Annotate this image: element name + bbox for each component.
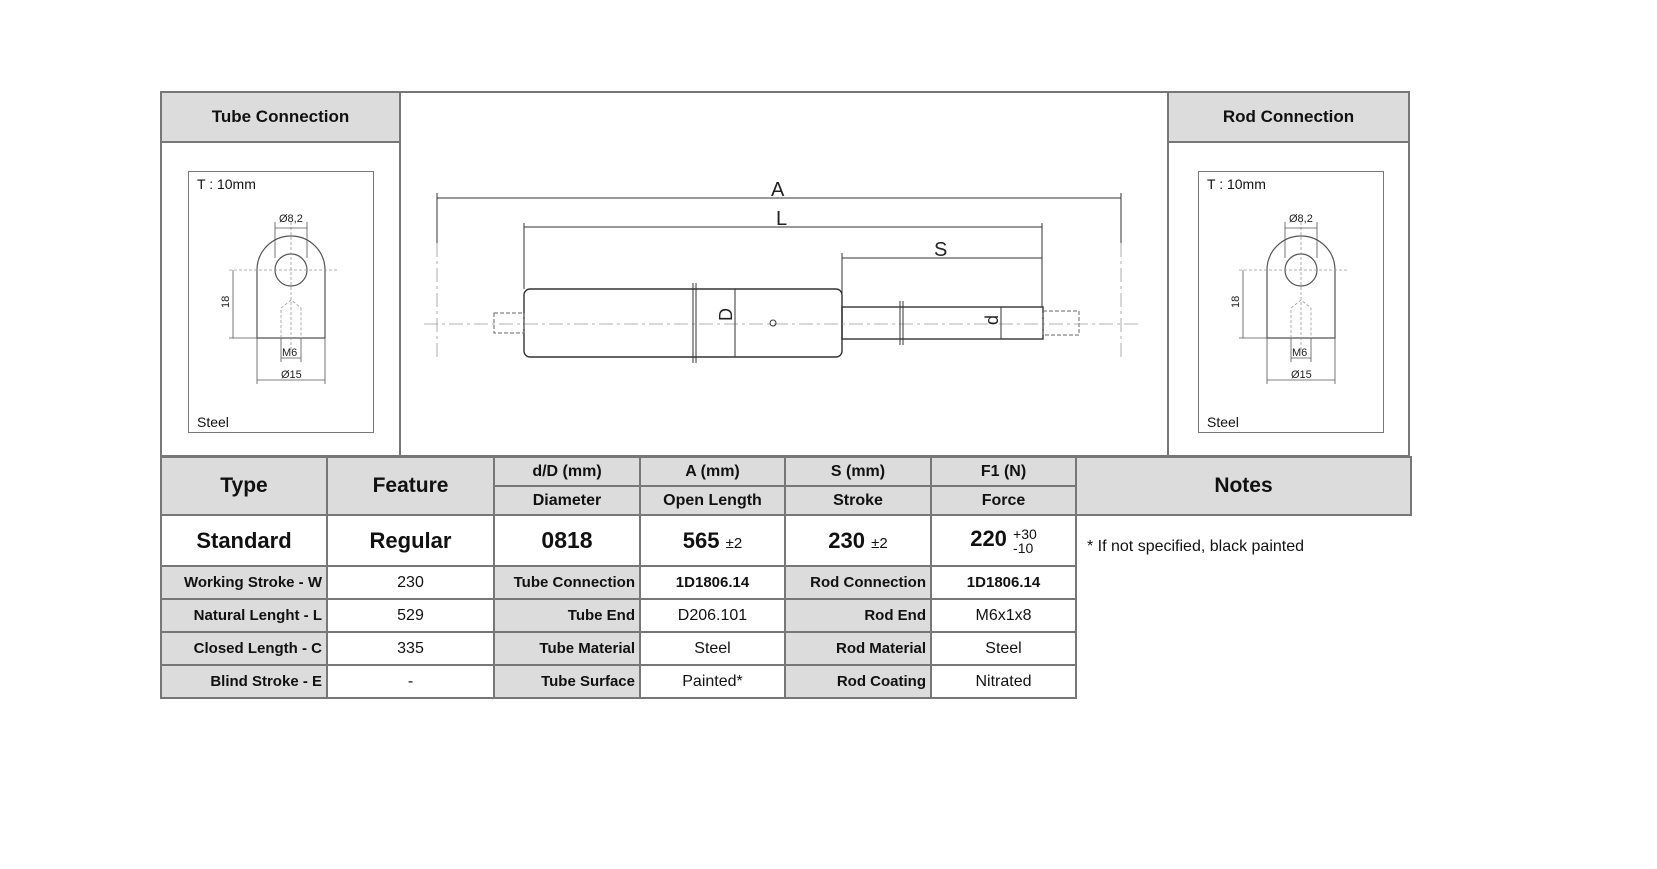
main-spec-row — [161, 515, 1411, 566]
row-label: Tube End — [494, 599, 640, 632]
header-diameter-unit: d/D (mm) — [494, 457, 640, 486]
stroke-cell — [785, 515, 931, 566]
rod-connection-detail — [1198, 171, 1384, 433]
svg-text:d: d — [982, 314, 1002, 325]
row-label: Working Stroke - W — [161, 566, 327, 599]
row-label: Tube Surface — [494, 665, 640, 698]
eye-connector-drawing-icon — [189, 172, 375, 434]
header-force: Force — [931, 486, 1076, 515]
force-tolerance — [1013, 527, 1037, 555]
header-feature: Feature — [327, 457, 494, 515]
force-value: 220 — [970, 526, 1007, 552]
svg-text:L: L — [776, 208, 788, 230]
row-value: Steel — [640, 632, 785, 665]
svg-text:Ø8,2: Ø8,2 — [279, 213, 303, 225]
stroke-value: 230 — [828, 527, 865, 553]
row-value: - — [327, 665, 494, 698]
header-type: Type — [161, 457, 327, 515]
row-value: Steel — [931, 632, 1076, 665]
force-tolerance-plus: +30 — [1013, 525, 1037, 542]
gas-spring-diagram-icon — [399, 93, 1169, 459]
thickness-label: T : 10mm — [1207, 176, 1266, 192]
force-cell — [931, 515, 1076, 566]
row-label: Closed Length - C — [161, 632, 327, 665]
feature-value: Regular — [327, 515, 494, 566]
header-stroke: Stroke — [785, 486, 931, 515]
svg-text:D: D — [716, 308, 736, 321]
svg-text:18: 18 — [220, 295, 232, 308]
row-label: Rod End — [785, 599, 931, 632]
row-label: Tube Material — [494, 632, 640, 665]
svg-text:S: S — [934, 239, 948, 261]
tube-connection-detail — [188, 171, 374, 433]
open-length-value: 565 — [682, 527, 720, 553]
row-label: Rod Coating — [785, 665, 931, 698]
svg-text:M6: M6 — [282, 347, 298, 359]
svg-text:Ø8,2: Ø8,2 — [1289, 213, 1313, 225]
header-force-unit: F1 (N) — [931, 457, 1076, 486]
type-value: Standard — [161, 515, 327, 566]
row-value: 529 — [327, 599, 494, 632]
row-label: Rod Connection — [785, 566, 931, 599]
eye-connector-drawing-icon — [1199, 172, 1385, 434]
row-value: 335 — [327, 632, 494, 665]
header-diameter: Diameter — [494, 486, 640, 515]
material-label: Steel — [1207, 414, 1239, 430]
row-label: Blind Stroke - E — [161, 665, 327, 698]
row-value: 230 — [327, 566, 494, 599]
stroke-tolerance: ±2 — [871, 534, 888, 552]
svg-text:18: 18 — [1230, 295, 1242, 308]
material-label: Steel — [197, 414, 229, 430]
rod-connection-title: Rod Connection — [1169, 93, 1408, 143]
tube-connection-title: Tube Connection — [162, 93, 399, 143]
row-value: Nitrated — [931, 665, 1076, 698]
row-label: Rod Material — [785, 632, 931, 665]
drawing-area — [160, 91, 1410, 457]
svg-text:A: A — [771, 179, 785, 201]
spec-table — [160, 456, 1412, 699]
tube-connection-panel — [160, 91, 401, 457]
svg-text:M6: M6 — [1292, 347, 1308, 359]
header-open-length: Open Length — [640, 486, 785, 515]
rod-connection-panel — [1167, 91, 1410, 457]
force-tolerance-minus: -10 — [1013, 539, 1034, 556]
svg-text:Ø15: Ø15 — [281, 369, 302, 381]
open-length-cell — [640, 515, 785, 566]
row-value: D206.101 — [640, 599, 785, 632]
row-value: M6x1x8 — [931, 599, 1076, 632]
row-value: 1D1806.14 — [931, 566, 1076, 599]
header-stroke-unit: S (mm) — [785, 457, 931, 486]
row-value: 1D1806.14 — [640, 566, 785, 599]
diameter-value: 0818 — [494, 515, 640, 566]
gas-spring-drawing — [399, 91, 1169, 457]
open-length-tolerance: ±2 — [725, 534, 743, 552]
row-value: Painted* — [640, 665, 785, 698]
header-notes: Notes — [1076, 457, 1411, 515]
thickness-label: T : 10mm — [197, 176, 256, 192]
row-label: Tube Connection — [494, 566, 640, 599]
header-open-length-unit: A (mm) — [640, 457, 785, 486]
row-label: Natural Lenght - L — [161, 599, 327, 632]
notes-text: * If not specified, black painted — [1076, 515, 1411, 698]
svg-text:Ø15: Ø15 — [1291, 369, 1312, 381]
datasheet — [160, 91, 1410, 457]
